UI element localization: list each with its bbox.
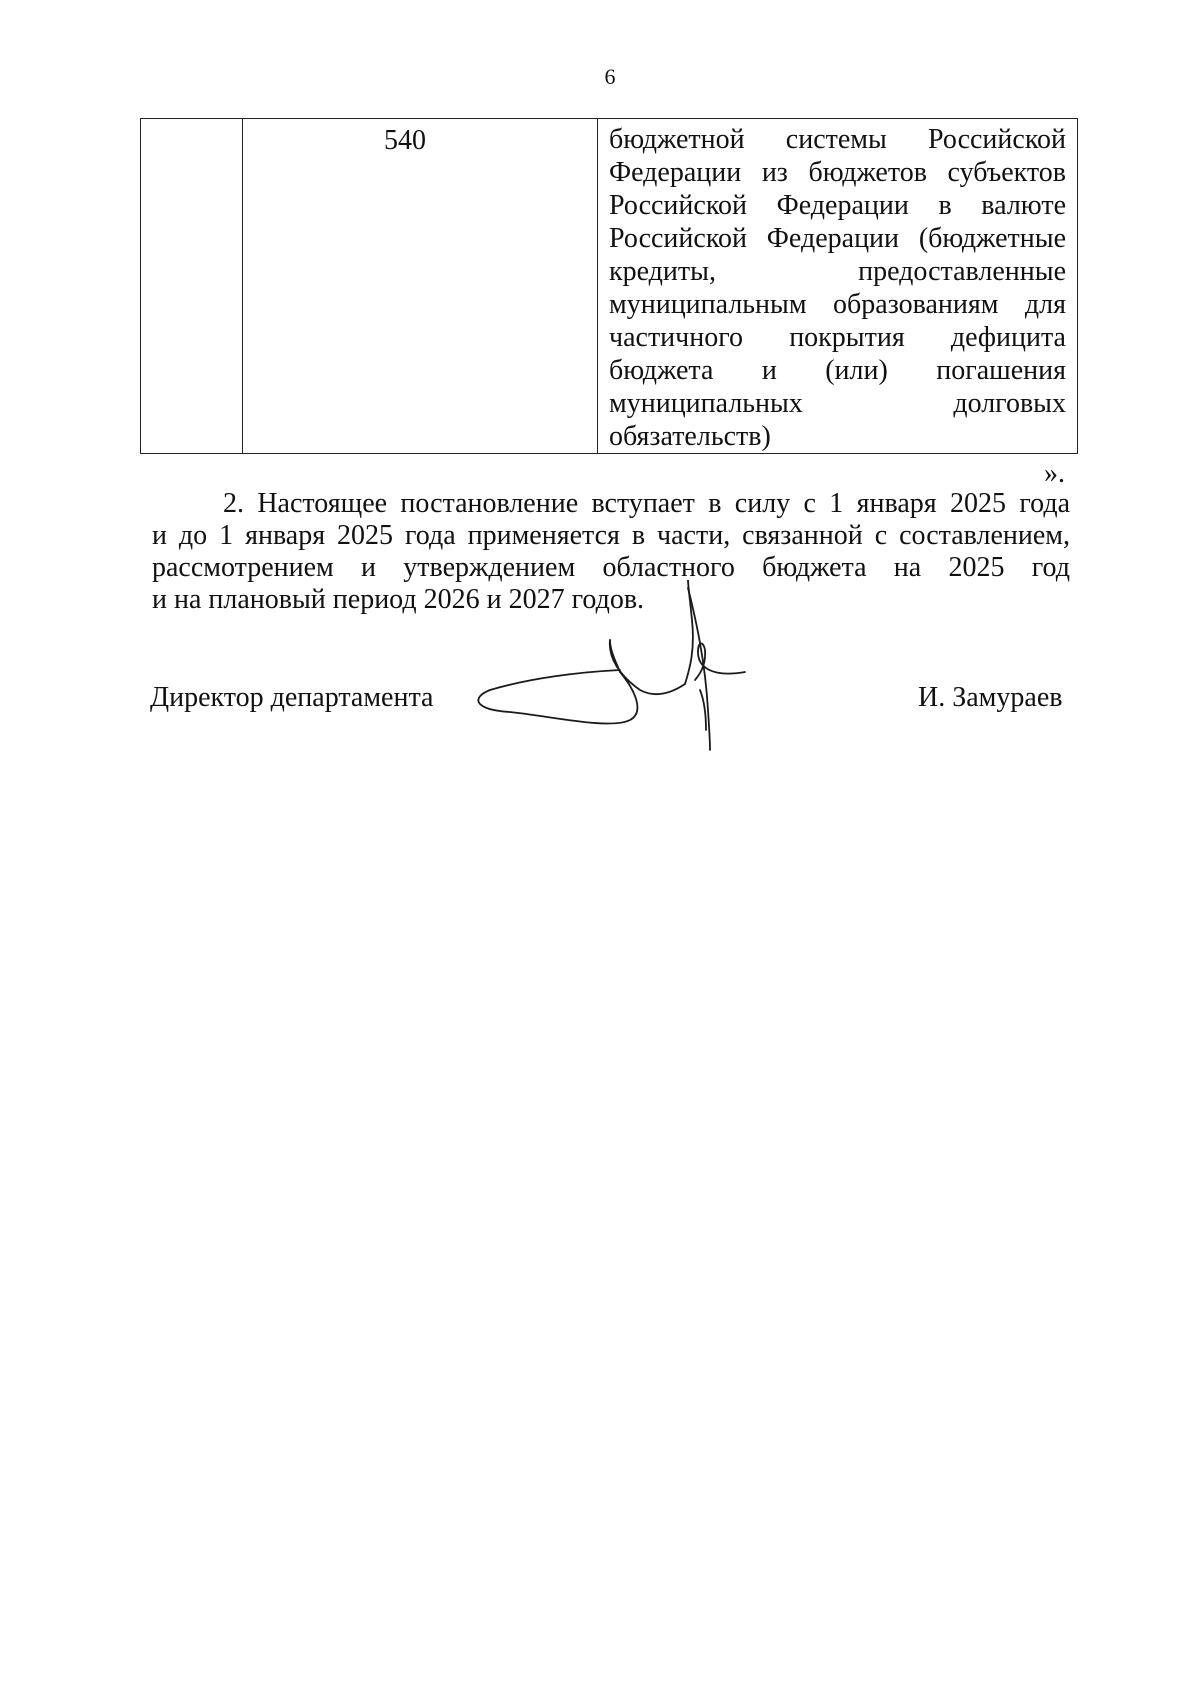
description-line: Российской Федерации (бюджетные xyxy=(609,223,1066,254)
description-line: бюджетной системы Российской xyxy=(609,124,1066,155)
description-line: обязательств) xyxy=(609,421,771,452)
description-line: муниципальным образованиям для xyxy=(609,289,1066,320)
closing-quote: ». xyxy=(1044,458,1065,489)
description-line: бюджета и (или) погашения xyxy=(609,355,1066,386)
paragraph-line: рассмотрением и утверждением областного бюджета на 2025 год xyxy=(152,552,1070,583)
description-line: кредиты, предоставленные xyxy=(609,256,1066,287)
table-cell-empty xyxy=(141,119,243,454)
handwritten-signature-icon xyxy=(470,580,750,760)
table-cell-code xyxy=(243,119,598,454)
signatory-name: И. Замураев xyxy=(918,682,1063,713)
description-line: муниципальных долговых xyxy=(609,388,1066,419)
description-line: Российской Федерации в валюте xyxy=(609,190,1066,221)
table-cell-description xyxy=(598,119,1078,454)
paragraph-line: и на плановый период 2026 и 2027 годов. xyxy=(152,584,645,615)
paragraph-line: и до 1 января 2025 года применяется в части, связанной с составлением, xyxy=(152,520,1070,551)
budget-code: 540 xyxy=(384,125,426,156)
description-line: Федерации из бюджетов субъектов xyxy=(609,157,1066,188)
description-line: частичного покрытия дефицита xyxy=(609,322,1066,353)
signatory-title: Директор департамента xyxy=(150,682,434,713)
table-row xyxy=(141,119,1078,454)
page-number: 6 xyxy=(604,64,616,89)
budget-classification-table xyxy=(140,118,1078,454)
paragraph-line: 2. Настоящее постановление вступает в силу с 1 января 2025 года xyxy=(223,488,1070,519)
